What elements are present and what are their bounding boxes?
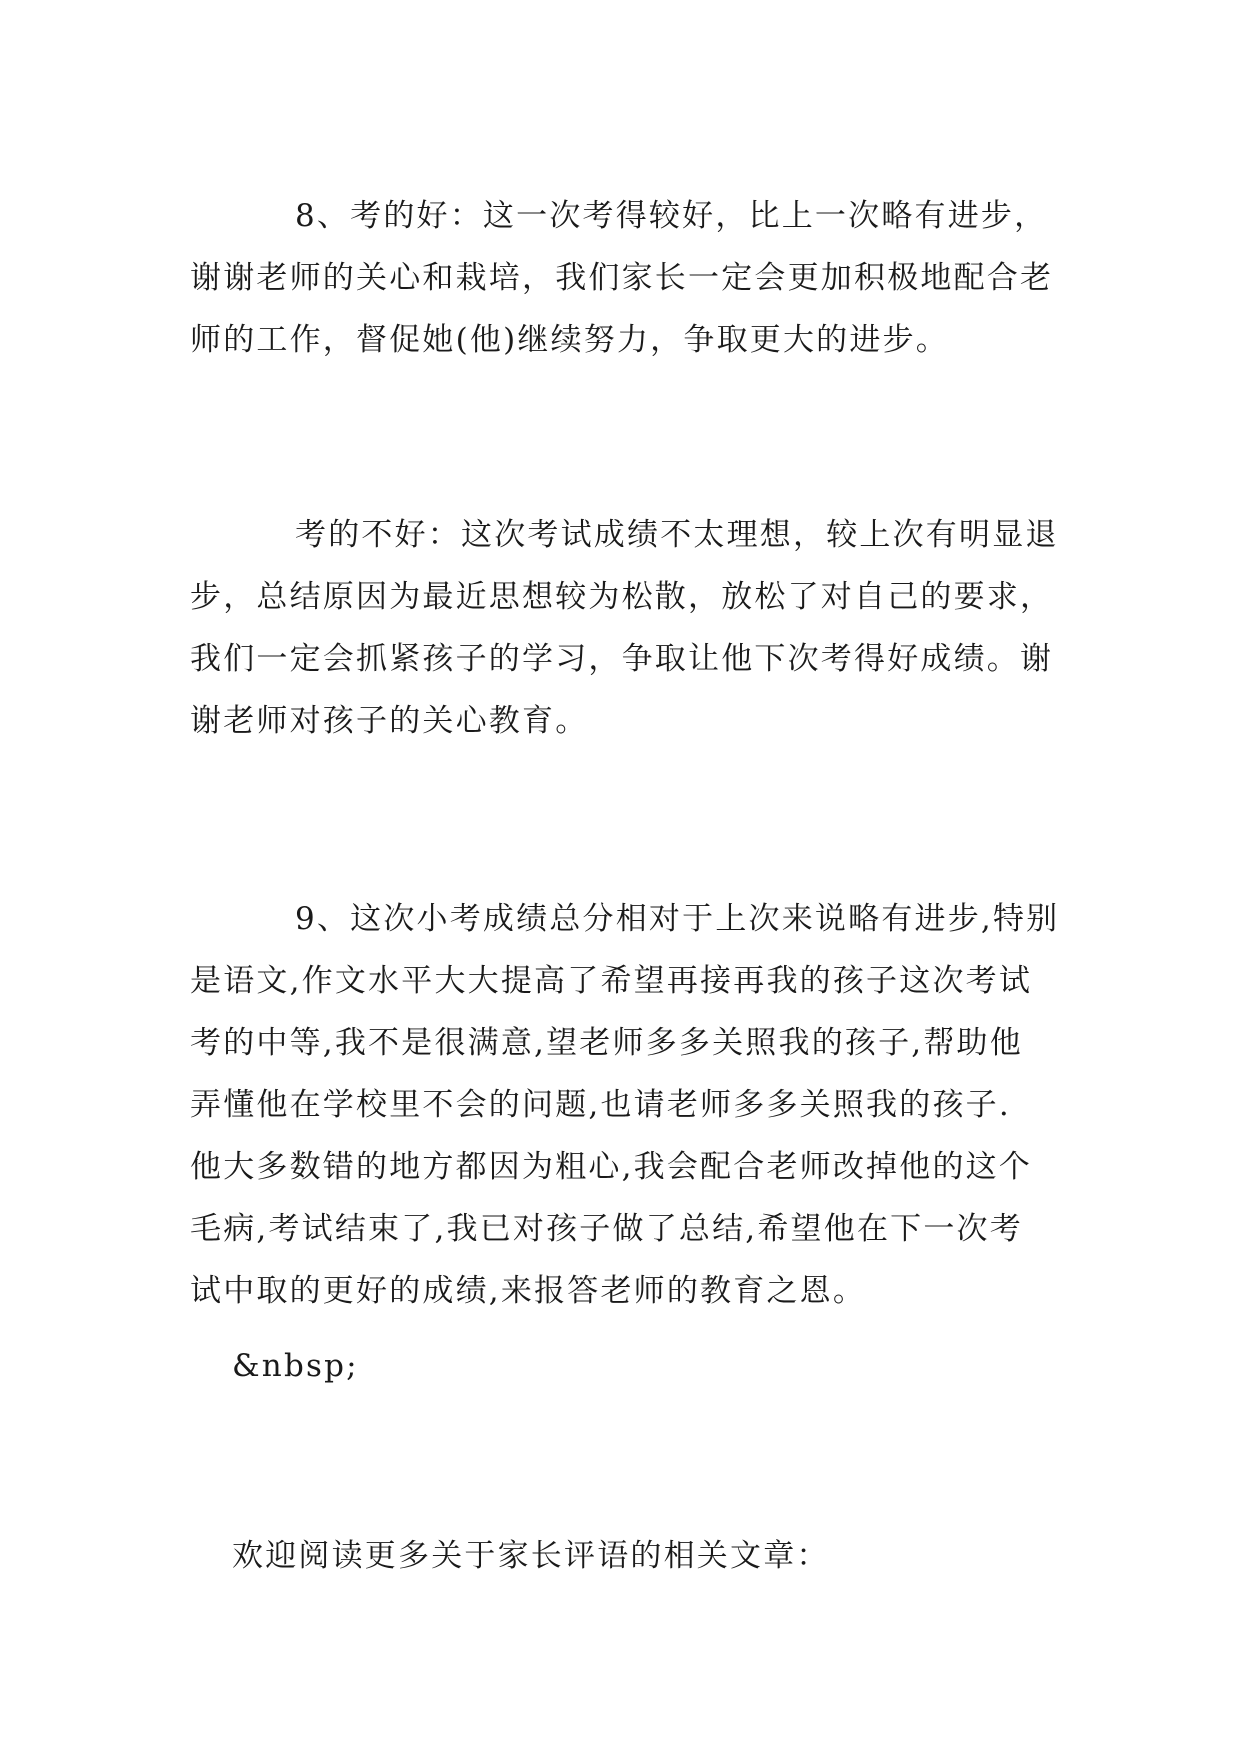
text-line: 8、考的好：这一次考得较好，比上一次略有进步，	[295, 198, 1048, 234]
text-line: 弄懂他在学校里不会的问题,也请老师多多关照我的孩子.	[190, 1087, 1011, 1123]
nbsp-text: &nbsp;	[232, 1348, 359, 1384]
text-line: 谢老师对孩子的关心教育。	[190, 703, 589, 739]
paragraph-bad-result	[190, 504, 1059, 752]
text-line: 考的中等,我不是很满意,望老师多多关照我的孩子,帮助他	[190, 1025, 1023, 1061]
text-line: 步，总结原因为最近思想较为松散，放松了对自己的要求，	[190, 579, 1054, 615]
paragraph-8	[190, 185, 1054, 371]
text-line: 我们一定会抓紧孩子的学习，争取让他下次考得好成绩。谢	[190, 641, 1054, 677]
text-line: 考的不好：这次考试成绩不太理想，较上次有明显退	[295, 517, 1059, 553]
text-line: 9、这次小考成绩总分相对于上次来说略有进步,特别	[295, 901, 1060, 937]
text-line: 毛病,考试结束了,我已对孩子做了总结,希望他在下一次考	[190, 1211, 1023, 1247]
text-line: 试中取的更好的成绩,来报答老师的教育之恩。	[190, 1273, 867, 1309]
text-line: 师的工作，督促她(他)继续努力，争取更大的进步。	[190, 322, 949, 358]
text-line: 谢谢老师的关心和栽培，我们家长一定会更加积极地配合老	[190, 260, 1054, 296]
text-line: 是语文,作文水平大大提高了希望再接再我的孩子这次考试	[190, 963, 1033, 999]
text-line: 他大多数错的地方都因为粗心,我会配合老师改掉他的这个	[190, 1149, 1033, 1185]
footer-text: 欢迎阅读更多关于家长评语的相关文章：	[232, 1538, 830, 1574]
paragraph-9	[190, 888, 1060, 1322]
